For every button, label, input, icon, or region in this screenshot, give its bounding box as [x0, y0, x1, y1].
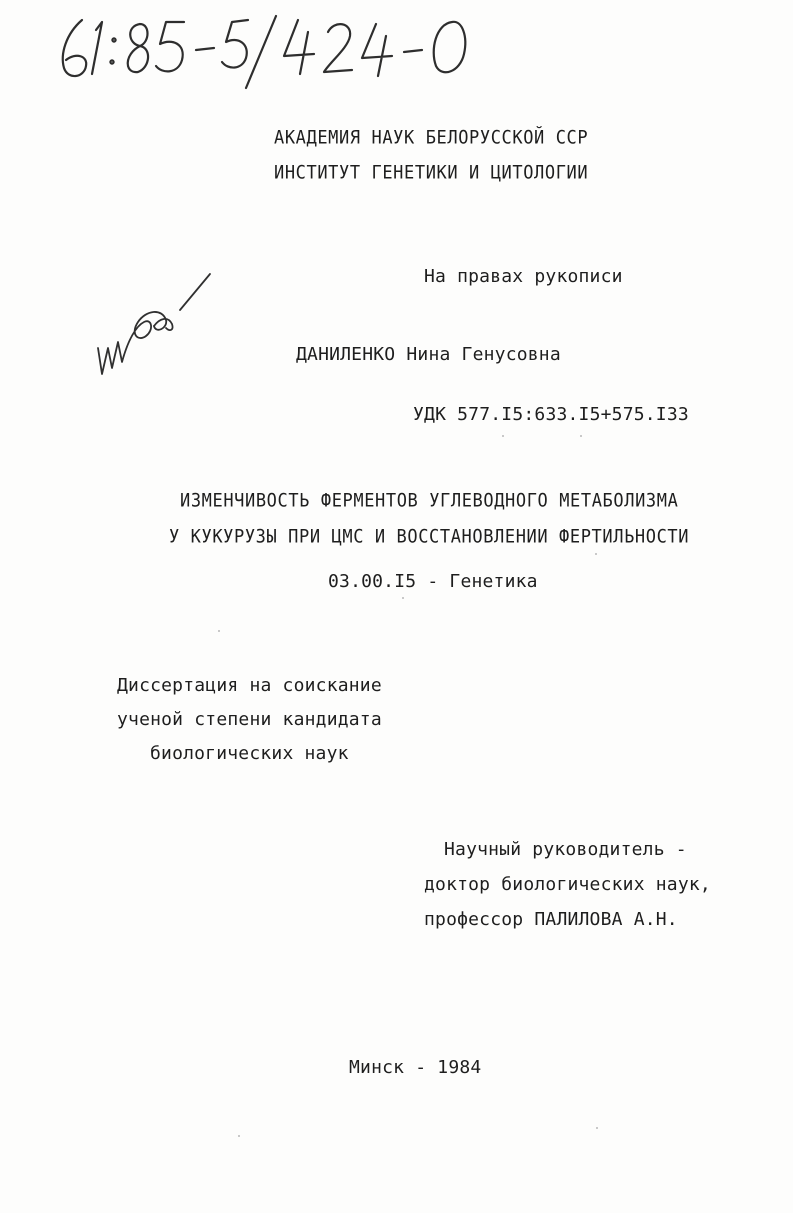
dissertation-description-line-3: биологических наук — [150, 743, 349, 764]
dissertation-description-line-2: ученой степени кандидата — [117, 709, 382, 730]
supervisor-line-3: профессор ПАЛИЛОВА А.Н. — [424, 909, 678, 930]
udc-code: УДК 577.I5:633.I5+575.I33 — [413, 404, 689, 425]
dissertation-title-line-1: ИЗМЕНЧИВОСТЬ ФЕРМЕНТОВ УГЛЕВОДНОГО МЕТАБОЛИЗМА — [180, 489, 679, 513]
manuscript-rights-note: На правах рукописи — [424, 266, 623, 287]
city-and-year: Минск - 1984 — [349, 1057, 482, 1078]
paper-speck — [218, 630, 220, 632]
handwritten-signature — [92, 270, 222, 380]
author-name: ДАНИЛЕНКО Нина Генусовна — [296, 344, 561, 365]
paper-speck — [502, 435, 504, 437]
paper-speck — [595, 553, 597, 555]
supervisor-line-1: Научный руководитель - — [444, 839, 687, 860]
dissertation-title-line-2: У КУКУРУЗЫ ПРИ ЦМС И ВОССТАНОВЛЕНИИ ФЕРТИЛЬНОСТИ — [169, 525, 690, 549]
paper-speck — [238, 1135, 240, 1137]
specialty-code: 03.00.I5 - Генетика — [328, 571, 538, 592]
academy-name: АКАДЕМИЯ НАУК БЕЛОРУССКОЙ ССР — [274, 126, 589, 150]
institute-name: ИНСТИТУТ ГЕНЕТИКИ И ЦИТОЛОГИИ — [274, 161, 589, 185]
paper-speck — [580, 435, 582, 437]
handwritten-archive-number — [52, 10, 482, 90]
paper-speck — [596, 1127, 598, 1129]
paper-speck — [402, 597, 404, 599]
supervisor-line-2: доктор биологических наук, — [424, 874, 711, 895]
dissertation-description-line-1: Диссертация на соискание — [117, 675, 382, 696]
